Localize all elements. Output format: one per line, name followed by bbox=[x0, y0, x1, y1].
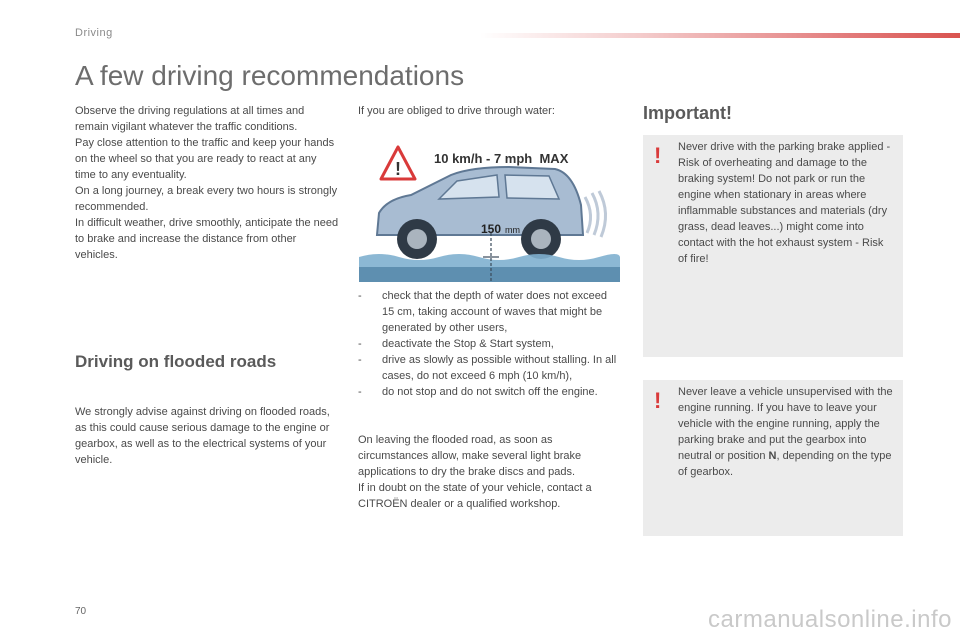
list-item bbox=[358, 352, 618, 384]
note-text bbox=[678, 384, 893, 480]
depth-unit: mm bbox=[505, 225, 520, 235]
page-title: A few driving recommendations bbox=[75, 60, 465, 91]
gear-position-n: N bbox=[768, 450, 777, 462]
intro-paragraph: Pay close attention to the traffic and keep your hands on the wheel so that you are ready to react at any time to any eventuality. bbox=[75, 137, 335, 181]
list-item-text: do not stop and do not switch off the engine. bbox=[382, 386, 598, 398]
car-in-water-figure bbox=[359, 135, 620, 282]
intro-text bbox=[75, 103, 340, 263]
note-text: Never drive with the parking brake applied - Risk of overheating and damage to the braking system! Do not park or run the engine when stationary in areas where inflammable substances and materials (dry grass, dead leaves...) might come into contact with the hot exhaust system - Risk of fire! bbox=[678, 141, 891, 265]
list-item bbox=[358, 384, 618, 400]
flooded-roads-text: We strongly advise against driving on flooded roads, as this could cause serious damage to the engine or gearbox, as well as to the electrical systems of your vehicle. bbox=[75, 406, 330, 466]
motion-lines bbox=[585, 191, 606, 237]
important-heading: Important! bbox=[643, 103, 732, 123]
intro-paragraph: In difficult weather, drive smoothly, anticipate the need to brake and increase the distance from other vehicles. bbox=[75, 217, 339, 261]
after-paragraph: On leaving the flooded road, as soon as circumstances allow, make several light brake applications to dry the brake discs and pads. bbox=[358, 434, 582, 478]
watermark: carmanualsonline.info bbox=[708, 606, 952, 633]
warning-note-unattended bbox=[643, 380, 903, 536]
exclamation-icon: ! bbox=[654, 143, 662, 168]
water-checklist bbox=[358, 288, 618, 400]
intro-paragraph: On a long journey, a break every two hours is strongly recommended. bbox=[75, 185, 338, 213]
water-intro: If you are obliged to drive through water: bbox=[358, 105, 555, 117]
list-item-text: deactivate the Stop & Start system, bbox=[382, 338, 554, 350]
flooded-road-illustration bbox=[359, 135, 620, 282]
after-flood-text bbox=[358, 432, 620, 512]
bullet-dash: - bbox=[358, 354, 362, 366]
flooded-roads-heading: Driving on flooded roads bbox=[75, 352, 277, 371]
bullet-dash: - bbox=[358, 290, 362, 302]
bullet-dash: - bbox=[358, 338, 362, 350]
bullet-dash: - bbox=[358, 386, 362, 398]
after-paragraph: If in doubt on the state of your vehicle, contact a CITROËN dealer or a qualified workshop. bbox=[358, 482, 592, 510]
note-text-part: , depending on the type of gearbox. bbox=[678, 450, 892, 478]
list-item-text: drive as slowly as possible without stalling. In all cases, do not exceed 6 mph (10 km/h), bbox=[382, 354, 617, 382]
intro-paragraph: Observe the driving regulations at all times and remain vigilant whatever the traffic conditions. bbox=[75, 105, 305, 133]
warning-note-parking-brake bbox=[643, 135, 903, 357]
list-item bbox=[358, 288, 618, 336]
warning-mark: ! bbox=[395, 159, 401, 179]
list-item bbox=[358, 336, 618, 352]
section-tag: Driving bbox=[75, 27, 113, 39]
depth-value: 150 bbox=[481, 222, 502, 236]
list-item-text: check that the depth of water does not exceed 15 cm, taking account of waves that might be generated by other users, bbox=[382, 290, 608, 334]
header-rule bbox=[480, 33, 960, 38]
page-number: 70 bbox=[75, 606, 87, 617]
note-text-part: Never leave a vehicle unsupervised with the engine running. If you have to leave your vehicle with the engine running, apply the parking brake and put the gearbox into neutral or position bbox=[678, 386, 893, 462]
speed-limit-label: 10 km/h - 7 mph MAX bbox=[434, 151, 569, 166]
exclamation-icon: ! bbox=[654, 388, 662, 413]
